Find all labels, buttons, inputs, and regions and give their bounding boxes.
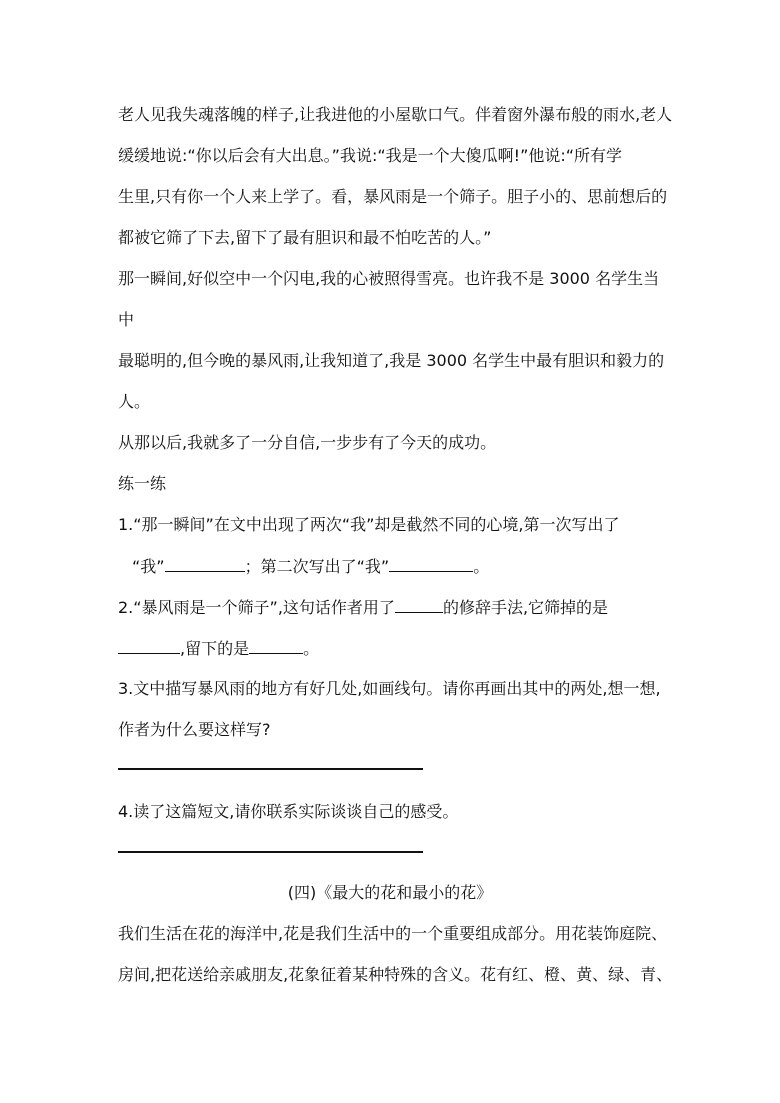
answer-blank-5[interactable] bbox=[249, 637, 303, 654]
question-1-answer-line bbox=[132, 555, 692, 578]
passage-line-5: 那一瞬间,好似空中一个闪电,我的心被照得雪亮。也许我不是 3000 名学生当 bbox=[118, 269, 660, 288]
passage-line-6: 中 bbox=[118, 310, 135, 329]
question-1-end: 。 bbox=[473, 557, 490, 576]
question-3-text-cont: 作者为什么要这样写? bbox=[118, 720, 271, 739]
exercise-heading: 练一练 bbox=[118, 474, 167, 493]
answer-blank-2[interactable] bbox=[389, 555, 473, 572]
question-1-text: 1.“那一瞬间”在文中出现了两次“我”却是截然不同的心境,第一次写出了 bbox=[118, 515, 620, 534]
passage-line-7: 最聪明的,但今晚的暴风雨,让我知道了,我是 3000 名学生中最有胆识和毅力的 bbox=[118, 351, 665, 370]
question-3-text: 3.文中描写暴风雨的地方有好几处,如画线句。请你再画出其中的两处,想一想, bbox=[118, 679, 661, 698]
question-2-part-b: 的修辞手法,它筛掉的是 bbox=[442, 598, 609, 617]
question-4-text: 4.读了这篇短文,请你联系实际谈谈自己的感受。 bbox=[118, 802, 459, 821]
answer-blank-1[interactable] bbox=[165, 555, 245, 572]
question-2-answer-line bbox=[118, 637, 678, 660]
question-2-end: 。 bbox=[303, 639, 320, 658]
passage-line-3: 生里,只有你一个人来上学了。看，暴风雨是一个筛子。胆子小的、思前想后的 bbox=[118, 187, 668, 206]
answer-rule-q4[interactable] bbox=[118, 851, 423, 853]
passage-line-1: 老人见我失魂落魄的样子,让我进他的小屋歇口气。伴着窗外瀑布般的雨水,老人 bbox=[118, 105, 673, 124]
answer-blank-3[interactable] bbox=[395, 596, 443, 613]
passage-line-2: 缓缓地说:“你以后会有大出息。”我说:“我是一个大傻瓜啊!”他说:“所有学 bbox=[118, 146, 623, 165]
section-line-2: 房间,把花送给亲戚朋友,花象征着某种特殊的含义。花有红、橙、黄、绿、青、 bbox=[118, 965, 673, 984]
answer-blank-4[interactable] bbox=[118, 637, 180, 654]
passage-line-9: 从那以后,我就多了一分自信,一步步有了今天的成功。 bbox=[118, 433, 497, 452]
passage-line-8: 人。 bbox=[118, 392, 151, 411]
passage-line-4: 都被它筛了下去,留下了最有胆识和最不怕吃苦的人。” bbox=[118, 228, 492, 247]
answer-rule-q3[interactable] bbox=[118, 768, 423, 770]
question-2-part-a: 2.“暴风雨是一个筛子”,这句话作者用了 bbox=[118, 598, 395, 617]
section-title: (四)《最大的花和最小的花》 bbox=[287, 883, 493, 902]
question-1-prefix: “我” bbox=[132, 557, 165, 576]
question-2-part-c: ,留下的是 bbox=[180, 639, 250, 658]
question-2-text bbox=[118, 596, 678, 619]
question-1-middle: ；第二次写出了“我” bbox=[244, 557, 390, 576]
section-line-1: 我们生活在花的海洋中,花是我们生活中的一个重要组成部分。用花装饰庭院、 bbox=[118, 924, 668, 943]
